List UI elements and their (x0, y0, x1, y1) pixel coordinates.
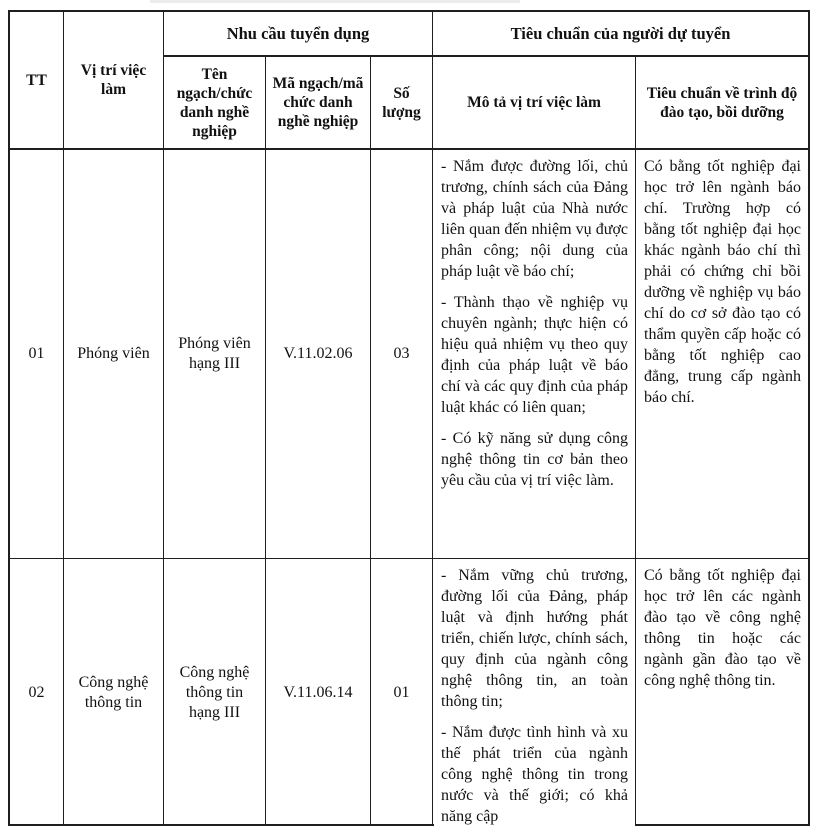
row2-trinh-do (636, 559, 808, 826)
header-group-tieu-chuan (433, 12, 808, 57)
row1-mo-ta (433, 150, 636, 559)
header-trinh-do (636, 57, 808, 150)
header-group-nhu-cau-tuyen-dung (164, 12, 433, 57)
row2-mo-ta (433, 559, 636, 826)
header-vi-tri-label: Vị trí việc làm (80, 62, 147, 98)
header-ten-ngach (164, 57, 266, 150)
table-bottom-border-right (636, 824, 810, 826)
row2-so-luong-value: 01 (393, 683, 410, 701)
header-ma-ngach-label: Mã ngạch/mã chức danh nghề nghiệp (272, 75, 364, 130)
header-tt (10, 12, 64, 150)
paragraph: Có bằng tốt nghiệp đại học trở lên ngành báo chí. Trường hợp có bằng tốt nghiệp đại học khác ngành báo chí thì phải có chứng chỉ bồi dưỡng về nghiệp vụ báo chí do cơ sở đào tạo có thẩm quyền cấp hoặc có bằng tốt nghiệp cao đẳng, trung cấp ngành báo chí. (644, 158, 801, 406)
paragraph: - Có kỹ năng sử dụng công nghệ thông tin cơ bản theo yêu cầu của vị trí việc làm. (441, 430, 628, 489)
row1-ten-ngach-value: Phóng viên hạng III (178, 335, 251, 372)
row2-tt-value: 02 (28, 683, 45, 701)
paragraph: - Nắm được tình hình và xu thế phát triển của ngành công nghệ thông tin trong nước và thế giới; có khả năng cập (441, 724, 628, 825)
header-vi-tri-viec-lam (64, 12, 164, 150)
header-mo-ta (433, 57, 636, 150)
row1-trinh-do (636, 150, 808, 559)
row2-vi-tri-value: Công nghệ thông tin (78, 673, 149, 711)
row1-so-luong (371, 150, 433, 559)
header-tt-label: TT (26, 71, 47, 89)
row1-ten-ngach (164, 150, 266, 559)
header-so-luong (371, 57, 433, 150)
row1-tt-value: 01 (28, 345, 45, 362)
header-tieu-chuan-label: Tiêu chuẩn của người dự tuyển (510, 24, 731, 43)
header-so-luong-label: Số lượng (382, 84, 421, 121)
cropped-text-remnant (150, 0, 520, 3)
recruitment-table (8, 10, 810, 826)
row2-ten-ngach (164, 559, 266, 826)
row1-ma-ngach (266, 150, 371, 559)
row1-so-luong-value: 03 (393, 345, 410, 362)
header-mo-ta-label: Mô tả vị trí việc làm (467, 94, 601, 111)
row2-so-luong (371, 559, 433, 826)
row2-vi-tri (64, 559, 164, 826)
header-nhu-cau-label: Nhu cầu tuyển dụng (226, 24, 370, 43)
row1-tt (10, 150, 64, 559)
row1-vi-tri (64, 150, 164, 559)
paragraph: - Nắm vững chủ trương, đường lối của Đảng, pháp luật và định hướng phát triển, chiến lược, chính sách, quy định của ngành công nghệ thông tin, an toàn thông tin; (441, 567, 628, 710)
row1-vi-tri-value: Phóng viên (77, 345, 150, 362)
header-trinh-do-label: Tiêu chuẩn về trình độ đào tạo, bồi dưỡng (646, 84, 798, 121)
row2-tt (10, 559, 64, 826)
paragraph: - Thành thạo về nghiệp vụ chuyên ngành; thực hiện có hiệu quả nhiệm vụ theo quy định của pháp luật về báo chí và các quy định của pháp luật khác có liên quan; (441, 294, 628, 416)
header-ma-ngach (266, 57, 371, 150)
row2-ma-ngach (266, 559, 371, 826)
row2-ten-ngach-value: Công nghệ thông tin hạng III (179, 663, 250, 721)
row1-ma-ngach-value: V.11.02.06 (283, 345, 353, 362)
paragraph: - Nắm được đường lối, chủ trương, chính sách của Đảng và pháp luật của Nhà nước liên quan đến nhiệm vụ được phân công; nội dung của pháp luật về báo chí; (441, 158, 628, 280)
table-bottom-border-left (8, 824, 434, 826)
paragraph: Có bằng tốt nghiệp đại học trở lên các ngành đào tạo về công nghệ thông tin hoặc các ngành gần đào tạo về công nghệ thông tin. (644, 567, 801, 689)
header-ten-ngach-label: Tên ngạch/chức danh nghề nghiệp (176, 65, 253, 140)
row2-ma-ngach-value: V.11.06.14 (283, 683, 353, 701)
